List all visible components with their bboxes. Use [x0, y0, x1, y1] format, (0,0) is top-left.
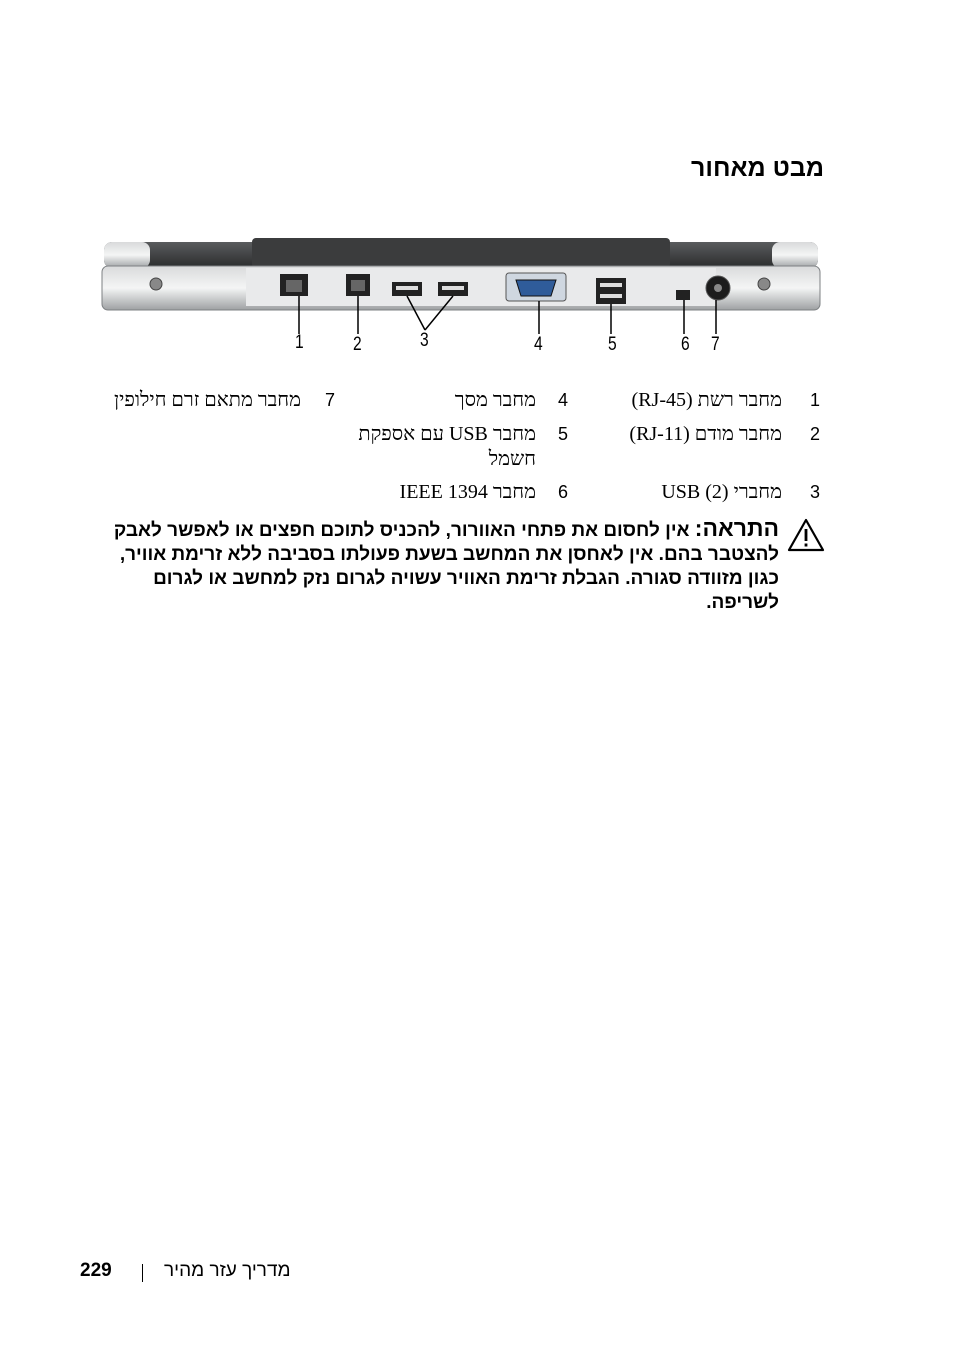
item-text: מחבר USB עם אספקת חשמל: [358, 423, 536, 470]
item-number: 4: [557, 390, 568, 410]
laptop-back-view-figure: [96, 228, 826, 368]
page-number: 229: [80, 1260, 112, 1281]
item-text: מחבר מסך: [454, 389, 536, 411]
item-number: 3: [809, 482, 820, 502]
port-legend: [100, 388, 820, 518]
callout-4: 4: [533, 334, 543, 355]
item-number: 1: [809, 390, 820, 410]
callout-2: 2: [352, 334, 362, 355]
callout-1: 1: [294, 332, 304, 353]
item-number: 7: [324, 390, 335, 410]
item-number: 5: [557, 424, 568, 444]
page-footer: [80, 1260, 340, 1290]
callout-7: 7: [710, 334, 720, 355]
footer-title: מדריך עזר מהיר: [164, 1260, 291, 1281]
warning-triangle-icon: [787, 518, 825, 552]
callout-6: 6: [680, 334, 690, 355]
item-text: מחבר מתאם זרם חילופין: [114, 389, 301, 411]
page-heading: מבט מאחור: [691, 154, 824, 182]
caution-label: התראה:: [694, 515, 779, 541]
item-number: 2: [809, 424, 820, 444]
callout-5: 5: [607, 334, 617, 355]
footer-separator: [142, 1264, 143, 1282]
item-text: מחבר IEEE 1394: [399, 481, 536, 503]
item-text: מחברי USB (2): [661, 481, 782, 503]
item-text: מחבר מודם (RJ-11): [629, 423, 782, 445]
item-text: מחבר רשת (RJ-45): [631, 389, 782, 411]
item-number: 6: [557, 482, 568, 502]
callout-3: 3: [419, 330, 429, 351]
caution-text: אין לחסום את פתחי האוורור, להכניס לתוכם חפצים או לאפשר לאבק להצטבר בהם. אין לאחסן את המחשב בשעת פעולתו בסביבה ללא זרימת אוויר, כגון מזוודה סגורה. הגבלת זרימת האוויר עשויה לגרום נזק למחשב או לגרום לשריפה.: [113, 520, 779, 613]
caution-notice: [110, 516, 825, 636]
caution-body: [109, 516, 779, 615]
